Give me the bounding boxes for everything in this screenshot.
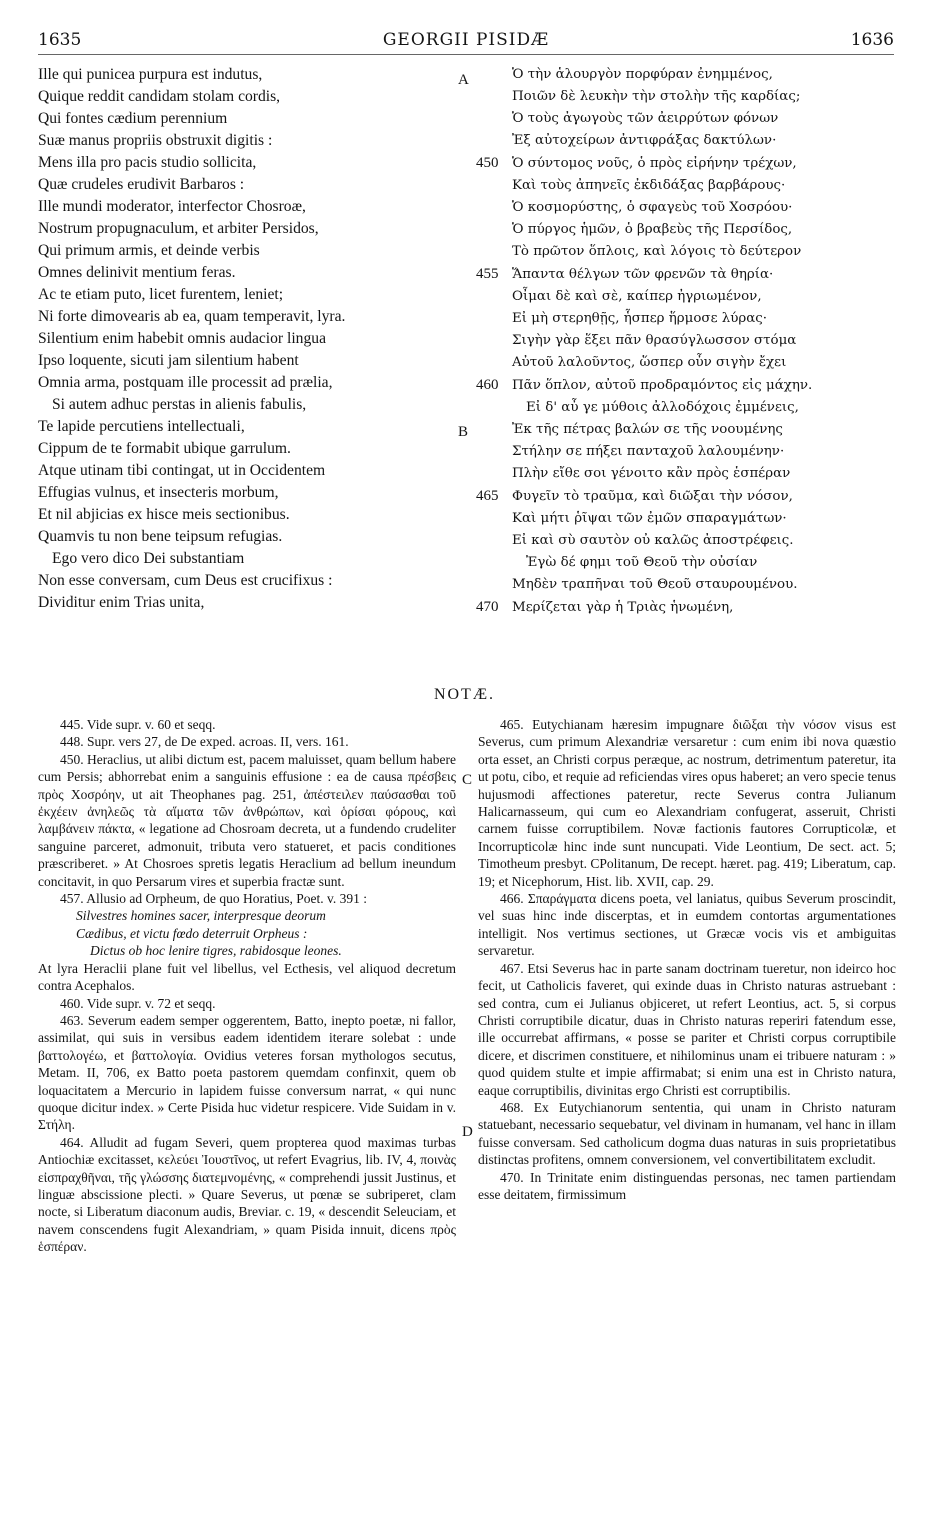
greek-verse-text: Ἐγὼ δέ φημι τοῦ Θεοῦ τὴν οὐσίαν [526,555,758,570]
page-header [38,30,894,56]
greek-line [476,530,906,552]
latin-line: Ille mundi moderator, interfector Chosroæ, [38,198,306,215]
verse-number: 455 [476,266,499,282]
latin-line: Quamvis tu non bene teipsum refugias. [38,528,283,545]
greek-line [476,108,906,130]
quoted-verse: Dictus ob hoc lenire tigres, rabidosque leones. [90,943,342,959]
greek-line [476,86,906,108]
greek-verse-text: Εἰ δ' αὖ γε μύθοις ἀλλοδόχοις ἐμμένεις, [526,400,799,415]
latin-line: Qui fontes cædium perennium [38,110,228,127]
greek-verse-text: Ὁ τοὺς ἀγωγοὺς τῶν ἀειρρύτων φόνων [512,111,779,126]
greek-verse-text: Ὁ πύργος ἡμῶν, ὁ βραβεὺς τῆς Περσίδος, [512,222,793,237]
margin-marker-a: A [458,72,469,88]
greek-verse-text: Εἰ μὴ στερηθῇς, ἧσπερ ἥρμοσε λύρας· [512,311,768,326]
greek-line [476,241,906,263]
greek-verse-text: Μερίζεται γὰρ ἡ Τριὰς ἡνωμένη, [512,600,734,615]
latin-line: Qui primum armis, et deinde verbis [38,242,260,259]
note-paragraph: 465. Eutychianam hæresim impugnare διῶξαι τὴν νόσον visus est Severus, cum primum Alexandriæ versaretur : cum enim ibi nova quæstio orta esset, an Christi corpus peræque, ac nostrum, detrimentum pateretur, ita ut potu, cibo, et requie ad reficiendas vires opus haberet; an vero specie tenus hujusmodi affectiones pateretur, recte Severus contra Julianum Halicarnasseum, qui cum eo Alexandriam confugerat, asseruit, Christi carnem fuisse corruptibilem. Novæ factionis fautores Corrupticolæ, et Incorrupticolæ hinc inde sunt nuncupati. Vide Leontium, De sect. act. 5; Timotheum presbyt. CPolitanum, De recept. hæret. pag. 419; Liberatum, cap. 19; et Nicephorum, Hist. lib. XVII, cap. 29. [478,717,896,889]
notes-right-column [478,716,896,1203]
greek-line [476,374,906,397]
notes-left-column [38,716,456,1256]
greek-line [476,219,906,241]
verse-number: 460 [476,377,499,393]
greek-text-column [476,64,906,619]
latin-line: Ac te etiam puto, licet furentem, leniet; [38,286,284,303]
greek-verse-text: Ὁ τὴν ἁλουργὸν πορφύραν ἐνημμένος, [512,67,773,82]
latin-line: Te lapide percutiens intellectuali, [38,418,245,435]
note-paragraph: 445. Vide supr. v. 60 et seqq. [60,717,216,732]
note-paragraph: 460. Vide supr. v. 72 et seqq. [60,995,216,1011]
running-title: GEORGII PISIDÆ [382,30,550,50]
greek-line [476,130,906,152]
latin-line: Non esse conversam, cum Deus est crucifixus : [38,572,333,589]
greek-verse-text: Ἅπαντα θέλγων τῶν φρενῶν τὰ θηρία· [512,267,774,282]
greek-verse-text: Ἐκ τῆς πέτρας βαλών σε τῆς νοουμένης [512,422,783,437]
latin-line: Ipso loquente, sicuti jam silentium habent [38,352,299,369]
greek-verse-text: Εἰ καὶ σὺ σαυτὸν οὐ καλῶς ἀποστρέφεις. [512,533,794,548]
latin-line: Cippum de te formabit ubique garrulum. [38,440,291,457]
greek-line [476,64,906,86]
note-paragraph: 463. Severum eadem semper oggerentem, Batto, inepto poetæ, ni fallor, assimilat, qui suis in versibus eadem identidem iterare solebat : unde βαττολογέω, et βαττολογία. Ovidius veteres forsan mythologos secutus, Metam. II, 706, ex Batto poeta pastorem quemdam confinxit, quem ob loquacitatem a Mercurio in lapidem fuisse conversum narrat, « qui nunc quoque dicitur index. » Certe Pisida huc videtur respicere. Vide Suidam in v. Στήλη. [38,1012,456,1133]
note-paragraph: 450. Heraclius, ut alibi dictum est, pacem maluisset, quam bellum habere cum Persis; abhorrebat enim a sanguinis effusione : ea de causa πρέσβεις πρὸς Χοσρόην, ut ait Theophanes pag. 251, ἀπέστειλεν παύσασθαι τοῦ ἐκχέειν ἀνηλεῶς τὰ αἵματα τῶν ἀνθρώπων, καὶ ὁρίσαι φόρους, καὶ λαμβάνειν πάκτα, « legatione ad Chosroam decreta, ut a fundendo crudeliter sanguine parceret, admonuit, tributa vero statueret, et pacis conditiones præscriberet. » At Chosroes spretis legatis Heraclium ad bellum ineundum concitavit, in quo Persarum vires et superbia fractæ sunt. [38,751,456,889]
greek-line [476,419,906,441]
greek-verse-text: Φυγεῖν τὸ τραῦμα, καὶ διῶξαι τὴν νόσον, [512,489,793,504]
greek-line [476,330,906,352]
greek-verse-text: Τὸ πρῶτον ὅπλοις, καὶ λόγοις τὸ δεύτερον [512,244,802,259]
greek-verse-text: Σιγὴν γὰρ ἕξει πᾶν θρασύγλωσσον στόμα [512,333,797,348]
greek-verse-text: Πλὴν εἴθε σοι γένοιτο κἂν πρὸς ἑσπέραν [512,466,791,481]
verse-number: 465 [476,488,499,504]
latin-line: Et nil abjicias ex hisce meis sectionibus. [38,506,290,523]
margin-marker-d: D [462,1124,473,1140]
greek-line [476,596,906,619]
note-paragraph: 466. Σπαράγματα dicens poeta, vel laniatus, quibus Severum proscindit, vel suas hinc inde discerptas, et in eumdem contortas argumentationes intelligit. Nos vertimus sectiones, ut Græcæ vocis vis et ambiguitas servaretur. [478,891,896,959]
latin-line: Omnes delinivit mentium feras. [38,264,236,281]
latin-line: Mens illa pro pacis studio sollicita, [38,154,257,171]
latin-line: Ille qui punicea purpura est indutus, [38,66,263,83]
greek-line [476,308,906,330]
greek-line [476,152,906,175]
greek-line [476,263,906,286]
greek-line [476,463,906,485]
greek-verse-text: Ποιῶν δὲ λευκὴν τὴν στολὴν τῆς καρδίας; [512,89,801,104]
note-continuation: At lyra Heraclii plane fuit vel libellus, vel Ecthesis, vel aliquod decretum contra Acephalos. [38,960,456,994]
latin-line: Si autem adhuc perstas in alienis fabulis, [52,396,307,413]
latin-line: Quique reddit candidam stolam cordis, [38,88,281,105]
latin-line: Suæ manus propriis obstruxit digitis : [38,132,273,149]
greek-verse-text: Στήλην σε πήξει πανταχοῦ λαλουμένην· [512,444,785,459]
quoted-verse: Silvestres homines sacer, interpresque deorum [76,908,326,924]
note-paragraph: 464. Alludit ad fugam Severi, quem propterea quod maximas turbas Antiochiæ excitasset, κελεύει Ἰουστῖνος, ut refert Evagrius, lib. IV, 4, ποινὰς εἰσπραχθῆναι, τῆς γλώσσης διατεμνομένης, « comprehendi jussit Justinus, et linguæ abscissione plecti. » Quare Severus, ut pœnæ se subriperet, clam nocte, si Liberatum diaconum audis, Breviar. c. 19, « descendit Seleuciam, et navem conscendens fugit Alexandriam, » quam Pisida innuit, dicens πρὸς ἑσπέραν. [38,1134,456,1255]
verse-number: 470 [476,599,499,615]
header-rule [38,54,894,55]
latin-line: Ni forte dimovearis ab ea, quam temperavit, lyra. [38,308,346,325]
margin-marker-c: C [462,772,473,788]
greek-line [476,441,906,463]
greek-verse-text: Μηδὲν τραπῆναι τοῦ Θεοῦ σταυρουμένου. [512,577,798,592]
greek-verse-text: Καὶ μήτι ῥῖψαι τῶν ἐμῶν σπαραγμάτων· [512,511,787,526]
greek-line [476,574,906,596]
greek-line [476,397,906,419]
left-column-number: 1635 [38,30,82,50]
latin-line: Quæ crudeles erudivit Barbaros : [38,176,245,193]
latin-line: Ego vero dico Dei substantiam [52,550,245,567]
latin-text-column [38,64,478,614]
latin-line: Omnia arma, postquam ille processit ad prælia, [38,374,333,391]
greek-line [476,286,906,308]
greek-line [476,552,906,574]
greek-line [476,352,906,374]
greek-verse-text: Καὶ τοὺς ἀπηνεῖς ἐκδιδάξας βαρβάρους· [512,178,786,193]
greek-verse-text: Οἶμαι δὲ καὶ σὲ, καίπερ ἠγριωμένον, [512,289,762,304]
note-paragraph: 470. In Trinitate enim distinguendas personas, nec tamen partiendam esse deitatem, firmissimum [478,1169,896,1202]
note-paragraph: 448. Supr. vers 27, de De exped. acroas. II, vers. 161. [60,734,349,750]
greek-line [476,485,906,508]
quoted-verse: Cædibus, et victu fœdo deterruit Orpheus : [76,925,308,941]
latin-line: Atque utinam tibi contingat, ut in Occidentem [38,462,326,479]
greek-verse-text: Ὁ σύντομος νοῦς, ὁ πρὸς εἰρήνην τρέχων, [512,156,797,171]
latin-line: Nostrum propugnaculum, et arbiter Persidos, [38,220,319,237]
notes-heading: NOTÆ. [433,686,496,703]
verse-number: 450 [476,155,499,171]
greek-verse-text: Αὐτοῦ λαλοῦντος, ὥσπερ οὖν σιγὴν ἔχει [512,355,787,370]
greek-verse-text: Πᾶν ὅπλον, αὐτοῦ προδραμόντος εἰς μάχην. [512,378,813,393]
margin-marker-b: B [458,424,469,440]
latin-line: Silentium enim habebit omnis audacior lingua [38,330,326,347]
greek-line [476,197,906,219]
latin-line: Effugias vulnus, et insecteris morbum, [38,484,279,501]
right-column-number: 1636 [850,30,894,50]
note-paragraph: 457. Allusio ad Orpheum, de quo Horatius, Poet. v. 391 : [60,891,367,907]
note-paragraph: 467. Etsi Severus hac in parte sanam doctrinam tueretur, non ideirco hoc fecit, ut Catholicis faveret, qui exinde duas in Christo naturas astruebant : sed contra, cum ei Julianus objiceret, ut refert Leontius, act. 5, si corpus Christi corruptibile dicatur, duas in Christo naturas reperiri fatendum esse, ille occurrebat affirmans, « posse se pariter et Christi corpus corruptibile dicere, et discrimen constituere, et nihilominus unam ei tribuere naturam : » quod quidem stulte et impie affirmabat; si enim una est in Christo natura, eaque corruptibilis, divinitas ergo Christi est corruptibilis. [478,960,896,1098]
note-paragraph: 468. Ex Eutychianorum sententia, qui unam in Christo naturam statuebant, necessario sequebatur, vel divinam in humanam, vel hanc in illam fuisse conversam. Sed catholicum dogma duas naturas in suis proprietatibus distinctas profitens, omnem conversionem, vel convertibilitatem excludit. [478,1099,896,1168]
greek-line [476,175,906,197]
greek-verse-text: Ἐξ αὐτοχείρων ἀντιφράξας δακτύλων· [512,133,777,148]
greek-verse-text: Ὁ κοσμορύστης, ὁ σφαγεὺς τοῦ Χοσρόου· [512,200,793,215]
greek-line [476,508,906,530]
latin-line: Dividitur enim Trias unita, [38,594,205,611]
